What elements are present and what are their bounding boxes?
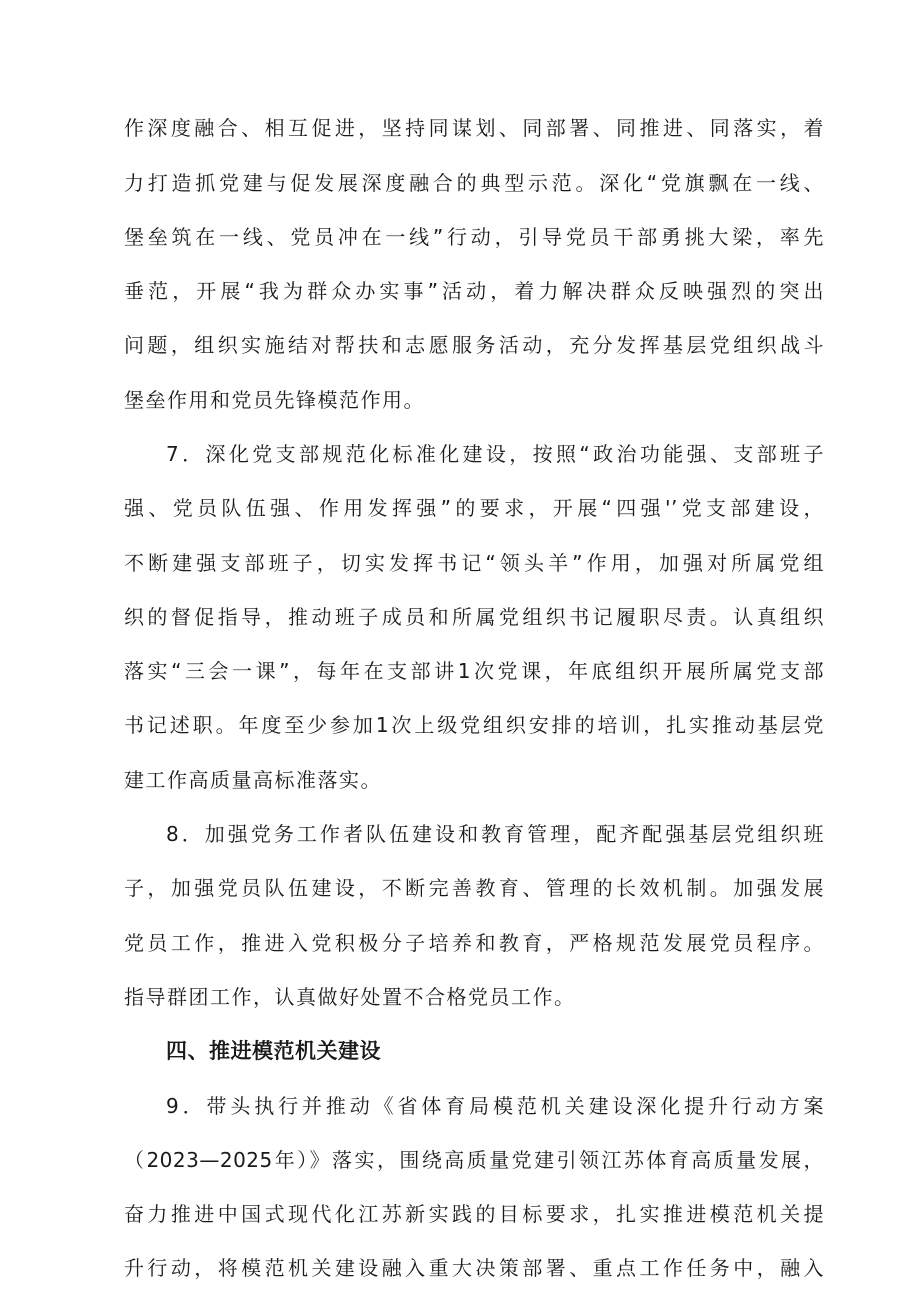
text-line: 建工作高质量高标准落实。 [124,768,382,792]
text-line: 落实“三会一课”，每年在支部讲1次党课，年底组织开展所属党支部 [124,659,824,683]
text-line: 力打造抓党建与促发展深度融合的典型示范。深化“党旗飘在一线、 [124,171,824,195]
text-line: 织的督促指导，推动班子成员和所属党组织书记履职尽责。认真组织 [124,605,824,629]
text-line: 堡垒作用和党员先锋模范作用。 [124,388,425,412]
text-line: （2023—2025年）》落实，围绕高质量党建引领江苏体育高质量发展， [124,1148,824,1172]
text-line: 堡垒筑在一线、党员冲在一线”行动，引导党员干部勇挑大梁，率先 [124,225,824,249]
text-line: 强、党员队伍强、作用发挥强”的要求，开展“四强'’党支部建设， [124,496,824,520]
text-line: 党员工作，推进入党积极分子培养和教育，严格规范发展党员程序。 [124,931,824,955]
text-line: 作深度融合、相互促进，坚持同谋划、同部署、同推进、同落实，着 [124,116,824,140]
paragraph-7-first-line: 7．深化党支部规范化标准化建设，按照“政治功能强、支部班子 [166,442,824,466]
text-line: 不断建强支部班子，切实发挥书记“领头羊”作用，加强对所属党组 [124,551,824,575]
section-heading: 四、推进模范机关建设 [166,1039,381,1063]
text-line: 升行动，将模范机关建设融入重大决策部署、重点工作任务中，融入 [124,1256,824,1280]
text-line: 垂范，开展“我为群众办实事”活动，着力解决群众反映强烈的突出 [124,279,824,303]
text-line: 奋力推进中国式现代化江苏新实践的目标要求，扎实推进模范机关提 [124,1202,824,1226]
text-line: 子，加强党员队伍建设，不断完善教育、管理的长效机制。加强发展 [124,876,824,900]
text-line: 问题，组织实施结对帮扶和志愿服务活动，充分发挥基层党组织战斗 [124,333,824,357]
text-line: 书记述职。年度至少参加1次上级党组织安排的培训，扎实推动基层党 [124,713,824,737]
paragraph-8-first-line: 8．加强党务工作者队伍建设和教育管理，配齐配强基层党组织班 [166,822,824,846]
paragraph-9-first-line: 9．带头执行并推动《省体育局模范机关建设深化提升行动方案 [166,1094,824,1118]
text-line: 指导群团工作，认真做好处置不合格党员工作。 [124,985,576,1009]
